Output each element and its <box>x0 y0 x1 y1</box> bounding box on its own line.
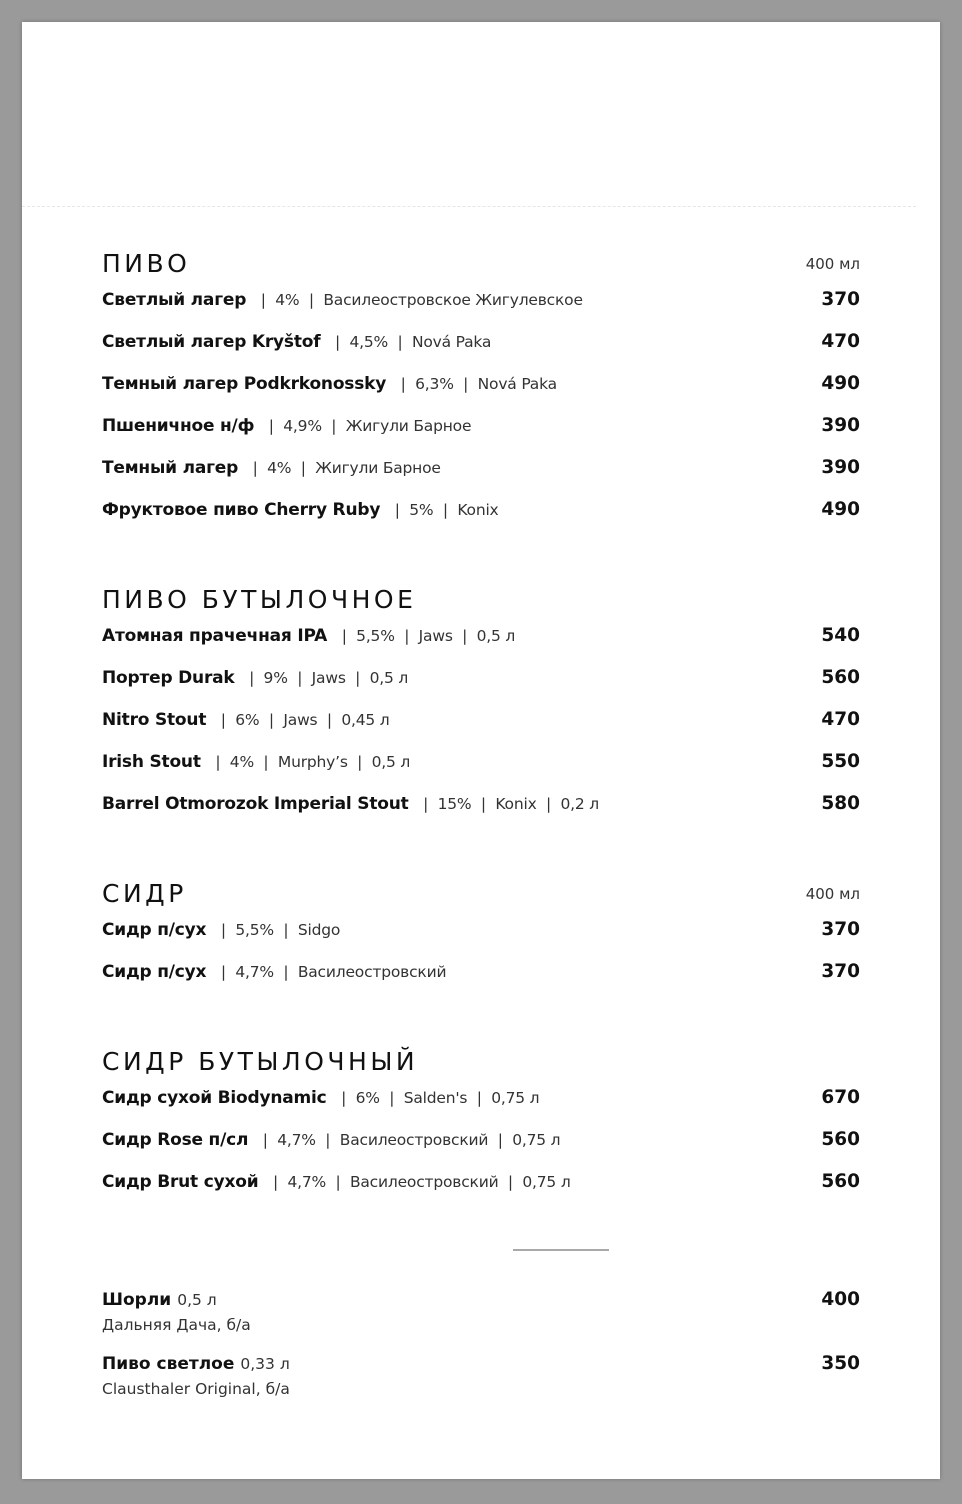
section-title: ПИВО БУТЫЛОЧНОЕ <box>102 585 417 614</box>
item-name: Irish Stout <box>102 752 201 772</box>
extra-item <box>102 1350 860 1414</box>
extras-list <box>102 1286 860 1414</box>
menu-item <box>102 748 860 790</box>
section-beer <box>102 246 860 538</box>
item-name: Светлый лагер Kryštof <box>102 332 321 352</box>
menu-item <box>102 454 860 496</box>
menu-item <box>102 1126 860 1168</box>
item-price: 390 <box>821 415 860 436</box>
item-price: 560 <box>821 1171 860 1192</box>
item-name: Сидр сухой Biodynamic <box>102 1088 327 1108</box>
item-details: | 4% | Murphy’s | 0,5 л <box>205 753 411 771</box>
item-name: Пшеничное н/ф <box>102 416 255 436</box>
item-subtitle: Дальняя Дача, б/а <box>102 1316 251 1334</box>
item-details: | 15% | Konix | 0,2 л <box>413 795 599 813</box>
item-details: | 5,5% | Jaws | 0,5 л <box>332 627 516 645</box>
extra-item <box>102 1286 860 1350</box>
item-details: | 5,5% | Sidgo <box>211 921 341 939</box>
item-name: Сидр Rose п/сл <box>102 1130 249 1150</box>
menu-item <box>102 286 860 328</box>
section-bottled-beer <box>102 582 860 832</box>
section-divider <box>513 1249 609 1251</box>
extra-item-line <box>102 1350 860 1378</box>
item-price: 670 <box>821 1087 860 1108</box>
item-details: | 4,9% | Жигули Барное <box>259 417 472 435</box>
item-details: | 6,3% | Nová Paka <box>391 375 557 393</box>
item-size: 0,33 л <box>240 1355 290 1373</box>
item-details: | 5% | Konix <box>385 501 499 519</box>
item-price: 390 <box>821 457 860 478</box>
item-details: | 4,7% | Василеостровский | 0,75 л <box>263 1173 571 1191</box>
menu-item <box>102 916 860 958</box>
item-details: | 4% | Жигули Барное <box>243 459 441 477</box>
section-header <box>102 582 860 622</box>
extra-item-line <box>102 1286 860 1314</box>
item-name: Пиво светлое <box>102 1354 235 1374</box>
menu-item <box>102 664 860 706</box>
item-price: 490 <box>821 373 860 394</box>
section-cider <box>102 876 860 1000</box>
section-bottled-cider <box>102 1044 860 1210</box>
menu-item <box>102 622 860 664</box>
item-name: Темный лагер <box>102 458 239 478</box>
item-name: Портер Durak <box>102 668 235 688</box>
item-price: 400 <box>821 1289 860 1310</box>
item-price: 560 <box>821 667 860 688</box>
menu-item <box>102 412 860 454</box>
item-details: | 6% | Salden's | 0,75 л <box>331 1089 540 1107</box>
item-price: 370 <box>821 289 860 310</box>
item-name: Шорли <box>102 1290 172 1310</box>
item-name: Фруктовое пиво Cherry Ruby <box>102 500 381 520</box>
section-volume: 400 мл <box>805 255 860 273</box>
item-price: 370 <box>821 961 860 982</box>
menu-page <box>22 22 940 1479</box>
item-details: | 6% | Jaws | 0,45 л <box>211 711 390 729</box>
item-price: 350 <box>821 1353 860 1374</box>
item-details: | 4% | Василеостровское Жигулевское <box>251 291 583 309</box>
item-name: Barrel Otmorozok Imperial Stout <box>102 794 409 814</box>
section-header <box>102 1044 860 1084</box>
item-price: 470 <box>821 709 860 730</box>
menu-item <box>102 1084 860 1126</box>
menu-item <box>102 496 860 538</box>
item-price: 580 <box>821 793 860 814</box>
item-name: Nitro Stout <box>102 710 207 730</box>
item-name: Сидр п/сух <box>102 962 207 982</box>
item-details: | 4,7% | Василеостровский | 0,75 л <box>253 1131 561 1149</box>
item-price: 490 <box>821 499 860 520</box>
item-name: Светлый лагер <box>102 290 247 310</box>
item-price: 560 <box>821 1129 860 1150</box>
item-price: 470 <box>821 331 860 352</box>
section-header <box>102 876 860 916</box>
item-details: | 4,7% | Василеостровский <box>211 963 447 981</box>
menu-item <box>102 1168 860 1210</box>
section-volume: 400 мл <box>805 885 860 903</box>
item-price: 540 <box>821 625 860 646</box>
item-name: Темный лагер Podkrkonossky <box>102 374 387 394</box>
item-name: Сидр Brut сухой <box>102 1172 259 1192</box>
item-details: | 9% | Jaws | 0,5 л <box>239 669 409 687</box>
section-header <box>102 246 860 286</box>
menu-item <box>102 370 860 412</box>
menu-item <box>102 958 860 1000</box>
item-size: 0,5 л <box>177 1291 217 1309</box>
fold-line <box>22 206 916 207</box>
item-price: 370 <box>821 919 860 940</box>
section-title: СИДР <box>102 879 187 908</box>
item-name: Сидр п/сух <box>102 920 207 940</box>
item-price: 550 <box>821 751 860 772</box>
menu-item <box>102 790 860 832</box>
section-title: ПИВО <box>102 249 191 278</box>
item-name: Атомная прачечная IPA <box>102 626 328 646</box>
item-subtitle: Clausthaler Original, б/а <box>102 1380 290 1398</box>
menu-item <box>102 706 860 748</box>
menu-item <box>102 328 860 370</box>
item-details: | 4,5% | Nová Paka <box>325 333 492 351</box>
section-title: СИДР БУТЫЛОЧНЫЙ <box>102 1047 419 1076</box>
